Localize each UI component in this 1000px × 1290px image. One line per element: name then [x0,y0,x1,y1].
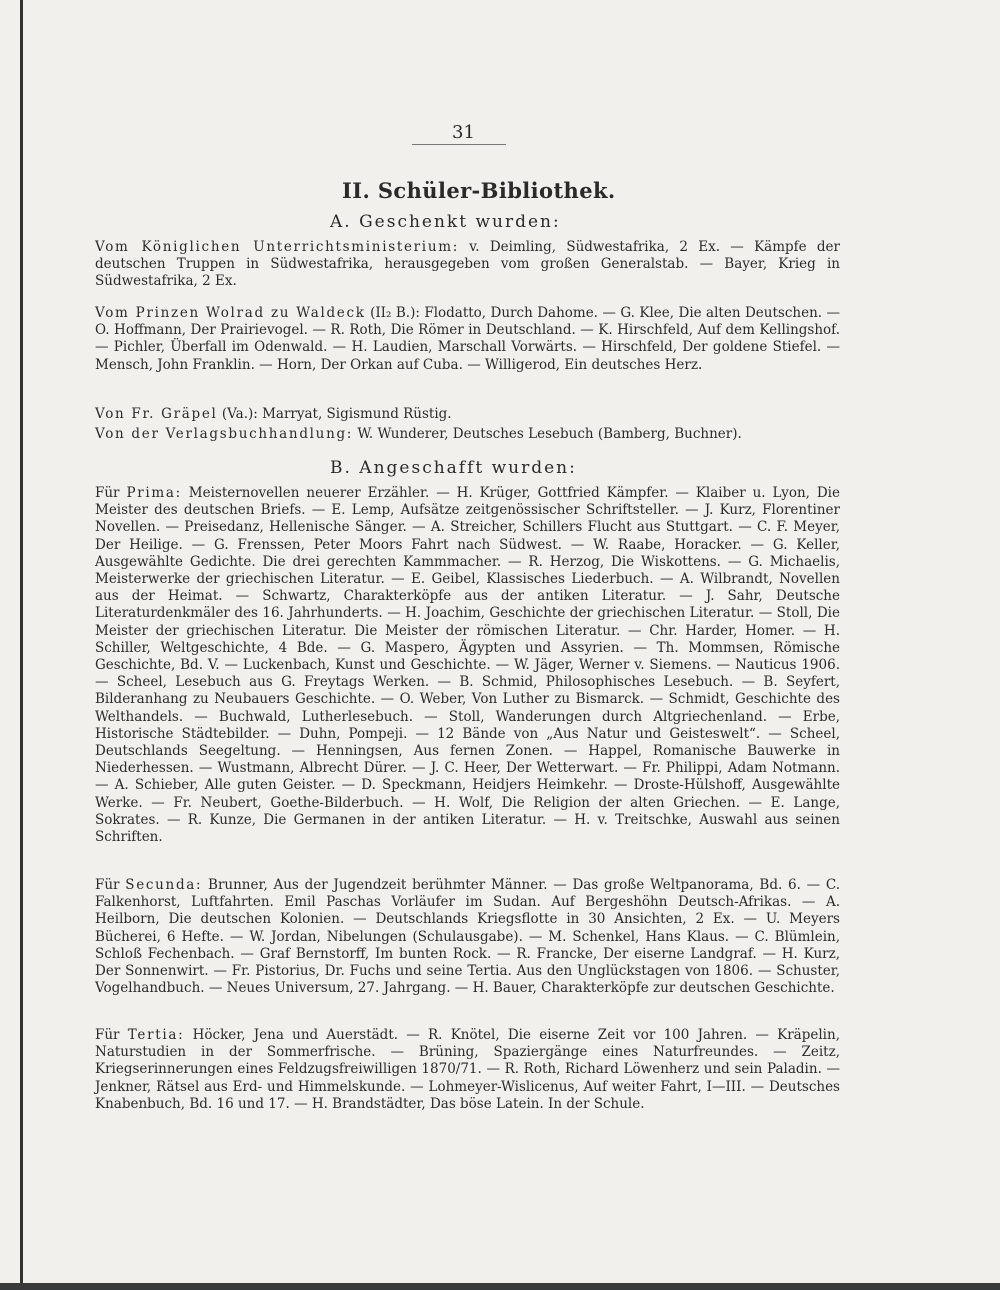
page-title: II. Schüler-Bibliothek. [342,178,616,203]
acquisition-text: Meisternovellen neuerer Erzähler. — H. Krüger, Gottfried Kämpfer. — Klaiber u. Lyon, Die Meister des deutschen Briefs. — E. Lemp, Aufsätze zeitgenössischer Schriftsteller. — J. Kurz, Florentiner Novellen. — Preisedanz, Hellenische Sänger. — A. Streicher, Schillers Flucht aus Stuttgart. — C. F. Meyer, Der Heilige. — G. Frenssen, Peter Moors Fahrt nach Südwest. — W. Raabe, Horacker. — G. Keller, Ausgewählte Gedichte. Die drei gerechten Kammmacher. — R. Herzog, Die Wiskottens. — G. Michaelis, Meisterwerke der griechischen Literatur. — E. Geibel, Klassisches Liederbuch. — A. Wilbrandt, Novellen aus der Heimat. — Schwartz, Charakterköpfe aus der antiken Literatur. — J. Sahr, Deutsche Literaturdenkmäler des 16. Jahrhunderts. — H. Joachim, Geschichte der griechischen Literatur. — Stoll, Die Meister der griechischen Literatur. Die Meister der römischen Literatur. — Chr. Harder, Homer. — H. Schiller, Weltgeschichte, 4 Bde. — G. Maspero, Ägypten und Assyrien. — Th. Mommsen, Römische Geschichte, Bd. V. — Luckenbach, Kunst und Geschichte. — W. Jäger, Werner v. Siemens. — Nauticus 1906. — Scheel, Lesebuch aus G. Freytags Werken. — B. Schmid, Philosophisches Lesebuch. — B. Seyfert, Bilderanhang zu Neubauers Geschichte. — O. Weber, Von Luther zu Bismarck. — Schmidt, Geschichte des Welthandels. — Buchwald, Lutherlesebuch. — Stoll, Wanderungen durch Altgriechenland. — Erbe, Historische Städtebilder. — Duhn, Pompeji. — 12 Bände von „Aus Natur und Geisteswelt“. — Scheel, Deutschlands Seegeltung. — Henningsen, Aus fernen Zonen. — Happel, Romanische Bauwerke in Niederhessen. — Wustmann, Albrecht Dürer. — J. C. Heer, Der Wetterwart. — Fr. Philippi, Adam Notmann. — A. Schieber, Alle guten Geister. — D. Speckmann, Heidjers Heimkehr. — Droste-Hülshoff, Ausgewählte Werke. — Fr. Neubert, Goethe-Bilderbuch. — H. Wolf, Die Religion der alten Griechen. — E. Lange, Sokrates. — R. Kunze, Die Germanen in der antiken Literatur. — H. v. Treitschke, Auswahl aus seinen Schriften. [95,485,840,846]
acquisition-entry-prima [95,485,840,846]
scan-edge-bottom [0,1283,1000,1290]
acquisition-text: Brunner, Aus der Jugendzeit berühmter Männer. — Das große Weltpanorama, Bd. 6. — C. Falkenhorst, Luftfahrten. Emil Paschas Vorläufer im Sudan. Auf Bergeshöhn Deutsch-Afrikas. — A. Heilborn, Die deutschen Kolonien. — Deutschlands Kriegsflotte in 30 Ansichten, 2 Ex. — U. Meyers Bücherei, 6 Hefte. — W. Jordan, Nibelungen (Schulausgabe). — M. Schenkel, Hans Klaus. — C. Blümlein, Schloß Fechenbach. — Graf Bernstorff, Im bunten Rock. — R. Francke, Der eiserne Landgraf. — H. Kurz, Der Sonnenwirt. — Fr. Pistorius, Dr. Fuchs und seine Tertia. Aus den Unglückstagen von 1806. — Schuster, Vogelhandbuch. — Neues Universum, 27. Jahrgang. — H. Bauer, Charakterköpfe zur deutschen Geschichte. [95,877,840,997]
acquisition-text: Höcker, Jena und Auerstädt. — R. Knötel, Die eiserne Zeit vor 100 Jahren. — Kräpelin, Naturstudien in der Sommerfrische. — Brüning, Spaziergänge eines Naturfreundes. — Zeitz, Kriegserinnerungen eines Feldzugsfreiwilligen 1870/71. — R. Roth, Richard Löwenherz und sein Paladin. — Jenkner, Rätsel aus Erd- und Himmelskunde. — Lohmeyer-Wislicenus, Auf weiter Fahrt, I—III. — Deutsches Knabenbuch, Bd. 16 und 17. — H. Brandstädter, Das böse Latein. In der Schule. [95,1027,840,1112]
donation-text: v. Deimling, Südwestafrika, 2 Ex. — Kämpfe der deutschen Truppen in Südwestafrika, herausgegeben vom großen Generalstab. — Bayer, Krieg in Südwestafrika, 2 Ex. [95,239,841,290]
donor-name: Vom Königlichen Unterrichtsministerium: [95,239,459,255]
acquisition-entry-secunda [95,877,840,997]
donor-name: Vom Prinzen Wolrad zu Waldeck [95,305,366,321]
page-number-rule [412,144,506,145]
scan-edge-left [20,0,23,1290]
donation-entry [95,406,840,423]
donor-name: Von der Verlagsbuchhandlung: [95,426,354,442]
section-b-heading: B. Angeschafft wurden: [330,458,577,478]
for-prefix: Für [95,1027,128,1043]
class-name: Tertia: [127,1027,185,1043]
for-prefix: Für [95,877,126,893]
section-a-heading: A. Geschenkt wurden: [330,212,561,232]
acquisition-entry-tertia [95,1027,840,1113]
donation-text: W. Wunderer, Deutsches Lesebuch (Bamberg, Buchner). [353,426,742,442]
donor-name: Von Fr. Gräpel [95,406,218,422]
donation-text: (Va.): Marryat, Sigismund Rüstig. [217,406,452,422]
donation-entry [95,239,840,291]
donation-entry [95,426,840,443]
donation-entry [95,305,840,374]
for-prefix: Für [95,485,127,501]
donation-text: (II₂ B.): Flodatto, Durch Dahome. — G. Klee, Die alten Deutschen. — O. Hoffmann, Der Prairievogel. — R. Roth, Die Römer in Deutschland. — K. Hirschfeld, Auf dem Kellingshof. — Pichler, Überfall im Odenwald. — H. Laudien, Marschall Vorwärts. — Hirschfeld, Der goldene Stiefel. — Mensch, John Franklin. — Horn, Der Orkan auf Cuba. — Willigerod, Ein deutsches Herz. [95,305,841,373]
class-name: Secunda: [125,877,203,893]
class-name: Prima: [126,485,182,501]
page-number: 31 [452,122,475,143]
